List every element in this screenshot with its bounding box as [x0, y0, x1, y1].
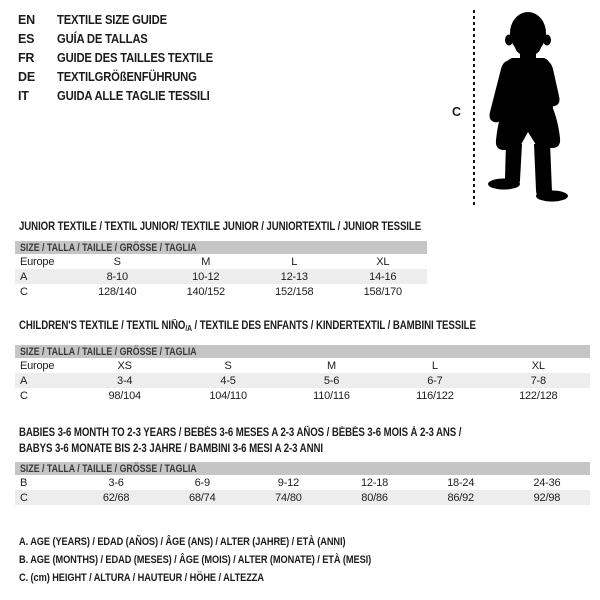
title-subscript: /A	[185, 324, 192, 333]
size-cell: 12-13	[280, 270, 308, 283]
size-cell: 3-4	[117, 374, 133, 387]
size-cell: 86/92	[447, 491, 474, 504]
language-code: IT	[18, 88, 29, 103]
junior-size-table-block	[15, 241, 427, 299]
language-row-fr	[18, 48, 230, 67]
table-row	[15, 254, 427, 269]
size-cell: 6-7	[427, 374, 443, 387]
size-cell: 10-12	[192, 270, 220, 283]
row-label-cell: Europe	[20, 255, 55, 268]
size-cell: 128/140	[98, 285, 137, 298]
size-cell: XL	[531, 359, 545, 372]
size-header-bar: SIZE / TALLA / TAILLE / GRÖSSE / TAGLIA	[15, 241, 427, 254]
language-code: FR	[18, 50, 35, 65]
size-cell: XL	[376, 255, 390, 268]
language-code: DE	[18, 69, 35, 84]
row-label-cell: A	[20, 270, 28, 283]
size-cell: 5-6	[323, 374, 340, 387]
table-row	[15, 269, 427, 284]
babies-size-table-block	[15, 462, 590, 505]
language-row-de	[18, 67, 230, 86]
language-title: TEXTILGRÖßENFÜHRUNG	[57, 69, 197, 84]
size-cell: 68/74	[188, 491, 216, 504]
footnote-a: A. AGE (YEARS) / EDAD (AÑOS) / ÂGE (ANS) / ALTER (JAHRE) / ETÀ (ANNI)	[19, 536, 346, 548]
table-row	[15, 284, 427, 299]
language-title: TEXTILE SIZE GUIDE	[57, 12, 167, 27]
size-header-bar: SIZE / TALLA / TAILLE / GRÖSSE / TAGLIA	[15, 462, 590, 475]
row-label-cell: C	[20, 491, 28, 504]
size-cell: 152/158	[275, 285, 314, 298]
size-cell: 80/86	[361, 491, 388, 504]
size-cell: 14-16	[369, 270, 397, 283]
height-measure-dotted-line	[473, 10, 475, 208]
junior-section-title: JUNIOR TEXTILE / TEXTIL JUNIOR/ TEXTILE JUNIOR / JUNIORTEXTIL / JUNIOR TESSILE	[19, 221, 422, 233]
table-row	[15, 490, 590, 505]
size-cell: 3-6	[108, 476, 124, 489]
size-cell: 7-8	[530, 374, 546, 387]
size-cell: 122/128	[519, 389, 558, 402]
baby-silhouette-icon	[482, 8, 574, 208]
table-row	[15, 475, 590, 490]
row-label-cell: A	[20, 374, 28, 387]
size-cell: L	[431, 359, 438, 372]
size-cell: M	[201, 255, 211, 268]
babies-size-table	[15, 475, 590, 505]
language-row-es	[18, 29, 230, 48]
footnote-c: C. (cm) HEIGHT / ALTURA / HAUTEUR / HÖHE / ALTEZZA	[19, 572, 264, 584]
language-list	[18, 10, 230, 105]
row-label-cell: C	[20, 389, 28, 402]
children-size-table-block	[15, 345, 590, 403]
language-code: ES	[18, 31, 35, 46]
size-header-bar: SIZE / TALLA / TAILLE / GRÖSSE / TAGLIA	[15, 345, 590, 358]
language-title: GUÍA DE TALLAS	[57, 31, 148, 46]
table-row	[15, 373, 590, 388]
size-cell: 110/116	[313, 389, 350, 402]
language-row-it	[18, 86, 230, 105]
language-code: EN	[18, 12, 35, 27]
size-cell: 104/110	[209, 389, 247, 402]
size-cell: 98/104	[108, 389, 141, 402]
size-cell: XS	[117, 359, 132, 372]
babies-section-title: BABIES 3-6 MONTH TO 2-3 YEARS / BEBÉS 3-6 MESES A 2-3 AÑOS / BÉBÉS 3-6 MOIS À 2-3 ANS / BABYS 3-6 MONATE BIS 2-3 JAHRE / BAMBINI 3-6 MESI A 2-3 ANNI	[19, 427, 462, 455]
footnote-b: B. AGE (MONTHS) / EDAD (MESES) / ÂGE (MOIS) / ALTER (MONATE) / ETÀ (MESI)	[19, 554, 372, 566]
size-cell: 140/152	[186, 285, 225, 298]
height-measure-label: C	[452, 105, 462, 119]
children-section-title: CHILDREN'S TEXTILE / TEXTIL $NIÑO_{/A}$ / TEXTILE DES ENFANTS / KINDERTEXTIL / BAMBINI TESSILE	[19, 320, 476, 333]
size-cell: 6-9	[194, 476, 210, 489]
row-label-cell: B	[20, 476, 28, 489]
size-cell: M	[326, 359, 336, 372]
size-cell: 9-12	[277, 476, 299, 489]
language-row-en	[18, 10, 230, 29]
junior-size-table	[15, 254, 427, 299]
size-cell: S	[224, 359, 232, 372]
size-cell: 158/170	[363, 285, 402, 298]
table-row	[15, 388, 590, 403]
footnotes	[19, 536, 438, 590]
size-cell: 12-18	[360, 476, 389, 489]
language-title: GUIDE DES TAILLES TEXTILE	[57, 50, 213, 65]
row-label-cell: Europe	[20, 359, 55, 372]
size-cell: 24-36	[533, 476, 561, 489]
size-cell: 92/98	[533, 491, 561, 504]
size-cell: 116/122	[416, 389, 454, 402]
row-label-cell: C	[20, 285, 28, 298]
size-cell: 18-24	[447, 476, 475, 489]
language-title: GUIDA ALLE TAGLIE TESSILI	[57, 88, 210, 103]
size-cell: 74/80	[275, 491, 302, 504]
table-row	[15, 358, 590, 373]
size-cell: 62/68	[102, 491, 130, 504]
size-cell: L	[291, 255, 298, 268]
children-size-table	[15, 358, 590, 403]
size-cell: S	[113, 255, 121, 268]
size-cell: 8-10	[106, 270, 128, 283]
size-cell: 4-5	[220, 374, 236, 387]
